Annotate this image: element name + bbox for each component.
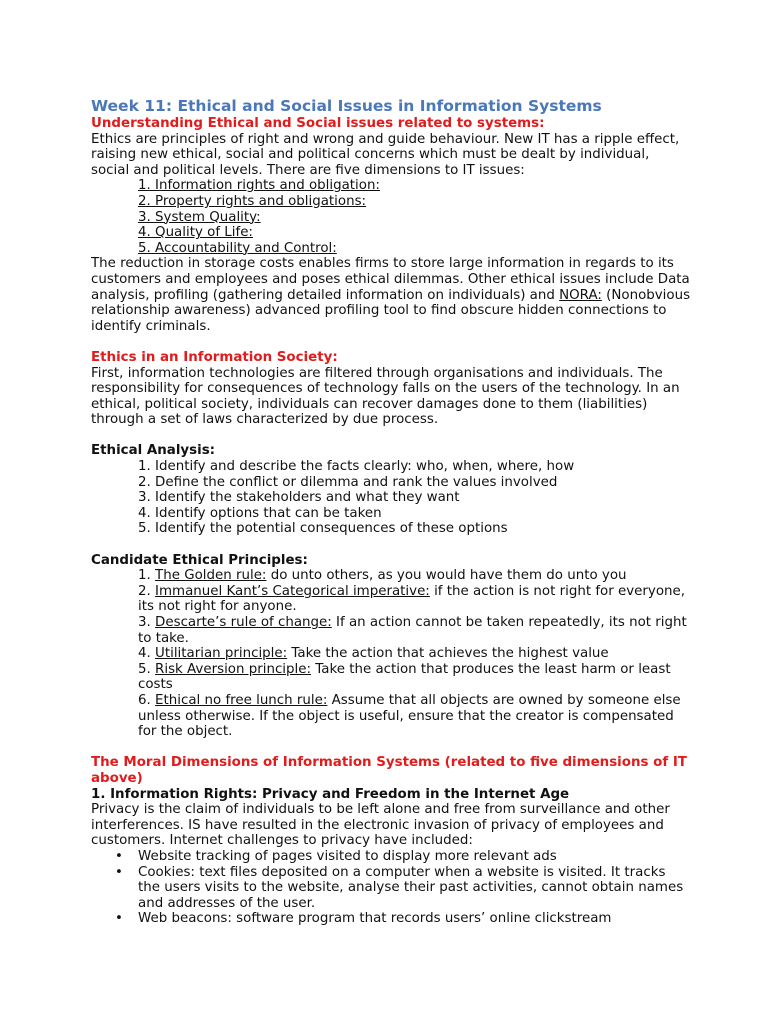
principle-text: Take the action that achieves the highest value — [287, 646, 609, 662]
principle-text: do unto others, as you would have them do unto you — [266, 568, 627, 584]
privacy-paragraph: Privacy is the claim of individuals to be left alone and free from surveillance and other interferences. IS have resulted in the electronic invasion of privacy of employees and customers. Internet challenges to privacy have included: — [91, 802, 670, 849]
section-heading-moral-dimensions: The Moral Dimensions of Information Systems (related to five dimensions of IT above) — [91, 755, 687, 786]
principle-number: 1. — [138, 568, 156, 584]
principle-item — [91, 568, 691, 584]
principle-name: Utilitarian principle: — [155, 646, 288, 662]
principle-text: Take the action that produces the least harm or least costs — [138, 661, 671, 693]
page-title: Week 11: Ethical and Social Issues in Information Systems — [91, 97, 602, 115]
principles-list — [91, 568, 691, 740]
principle-text: Assume that all objects are owned by someone else unless otherwise. If the object is useful, ensure that the creator is compensated for the object. — [138, 692, 681, 740]
list-item: • Cookies: text files deposited on a computer when a website is visited. It tracks the users visits to the website, analyse their past activities, cannot obtain names and addresses of the user. — [91, 865, 691, 912]
document-content — [91, 96, 691, 927]
principle-item — [91, 693, 691, 740]
principle-text: If an action cannot be taken repeatedly, its not right to take. — [138, 615, 687, 646]
dimension-item: 2. Property rights and obligations: — [138, 193, 367, 209]
dimension-item: 1. Information rights and obligation: — [138, 178, 380, 194]
section-heading-ethical-analysis: Ethical Analysis: — [91, 443, 216, 459]
analysis-step: 5. Identify the potential consequences of these options — [138, 521, 508, 537]
dimensions-list — [91, 178, 691, 256]
dimension-item: 3. System Quality: — [138, 209, 261, 225]
principle-item — [91, 615, 691, 646]
analysis-step: 2. Define the conflict or dilemma and rank the values involved — [138, 474, 558, 490]
dimension-item: 4. Quality of Life: — [138, 225, 253, 241]
intro-paragraph: Ethics are principles of right and wrong and guide behaviour. New IT has a ripple effect, raising new ethical, social and political concerns which must be dealt by individual, social and political levels. There are five dimensions to IT issues: — [91, 131, 680, 178]
analysis-steps-list — [91, 459, 691, 537]
principle-item — [91, 646, 691, 662]
storage-text: The reduction in storage costs enables firms to store large information in regards to its customers and employees and poses ethical dilemmas. Other ethical issues include Data analysis, profiling (gathering detailed information on individuals) and — [91, 256, 690, 303]
principle-number: 5. — [138, 661, 156, 677]
analysis-step: 3. Identify the stakeholders and what they want — [138, 490, 460, 506]
section-heading-principles: Candidate Ethical Principles: — [91, 552, 308, 568]
nora-term: NORA: — [559, 287, 602, 303]
principle-number: 4. — [138, 646, 156, 662]
principle-number: 2. — [138, 583, 156, 599]
nora-description: (Nonobvious relationship awareness) advanced profiling tool to find obscure hidden connections to identify criminals. — [91, 287, 691, 334]
analysis-step: 1. Identify and describe the facts clearly: who, when, where, how — [138, 459, 575, 475]
principle-item — [91, 662, 691, 693]
dimension-item: 5. Accountability and Control: — [138, 240, 337, 256]
principle-number: 6. — [138, 692, 156, 708]
principle-name: Ethical no free lunch rule: — [155, 692, 328, 708]
list-item: • Website tracking of pages visited to display more relevant ads — [91, 849, 691, 865]
ethics-society-paragraph: First, information technologies are filtered through organisations and individuals. The responsibility for consequences of technology falls on the users of the technology. In an ethical, political society, individuals can recover damages done to them (liabilities) through a set of laws characterized by due process. — [91, 365, 680, 428]
section-heading-ethics-society: Ethics in an Information Society: — [91, 349, 338, 365]
analysis-step: 4. Identify options that can be taken — [138, 505, 382, 521]
subheading-information-rights: 1. Information Rights: Privacy and Freedom in the Internet Age — [91, 786, 570, 802]
privacy-challenges-list — [91, 849, 691, 927]
principle-text: if the action is not right for everyone, its not right for anyone. — [138, 583, 686, 615]
storage-paragraph — [91, 256, 691, 334]
principle-name: Descarte’s rule of change: — [155, 615, 332, 630]
principle-name: The Golden rule: — [155, 568, 267, 584]
principle-number: 3. — [138, 615, 156, 630]
section-heading-understanding: Understanding Ethical and Social issues related to systems: — [91, 116, 545, 131]
principle-name: Immanuel Kant’s Categorical imperative: — [155, 583, 430, 599]
list-item: • Web beacons: software program that records users’ online clickstream — [91, 911, 691, 927]
principle-name: Risk Aversion principle: — [155, 661, 312, 677]
principle-item — [91, 584, 691, 615]
